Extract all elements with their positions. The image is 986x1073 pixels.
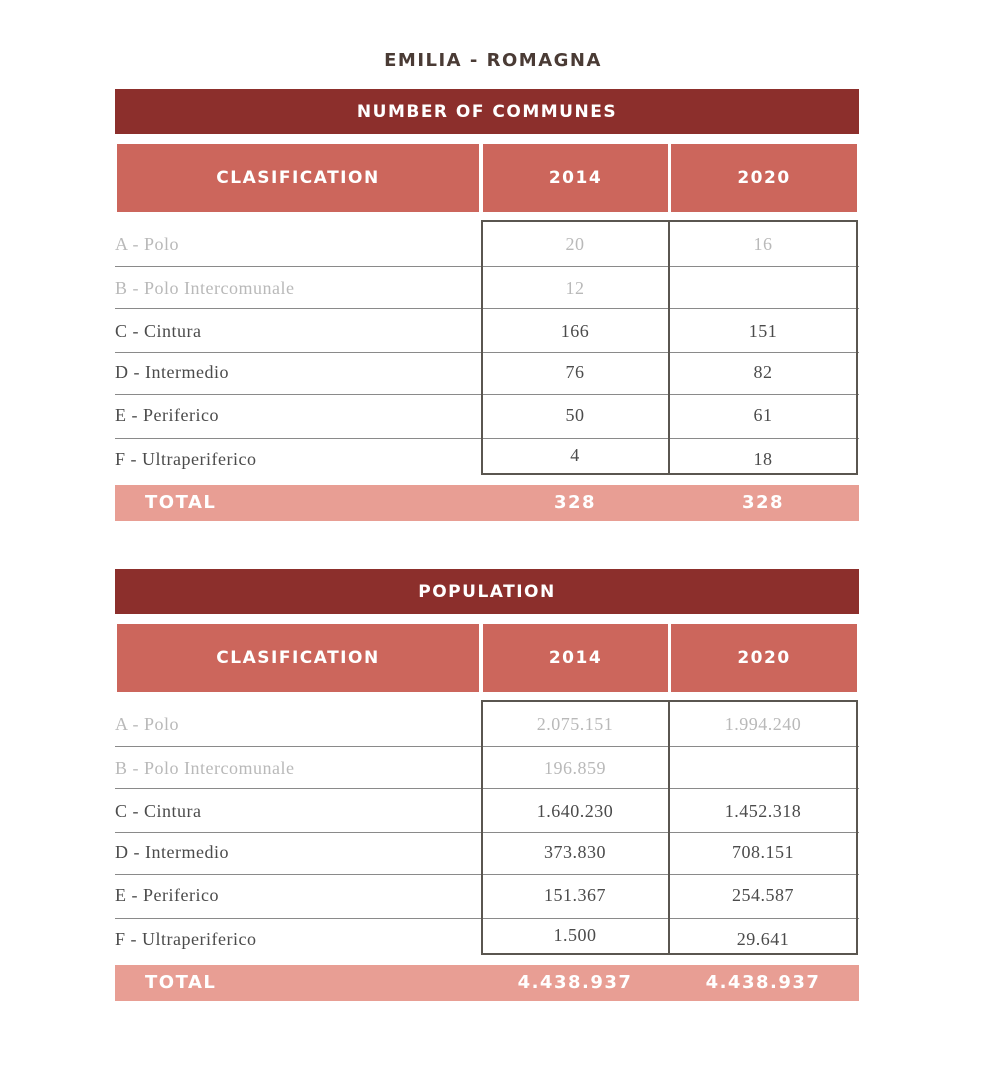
communes-total-row: [115, 485, 859, 521]
row-label: C - Cintura: [115, 321, 202, 341]
communes-header-2014: 2014: [483, 144, 668, 212]
value-2020: 61: [753, 405, 773, 425]
row-label: E - Periferico: [115, 405, 219, 425]
population-total-row: [115, 965, 859, 1001]
value-2014: 1.500: [553, 925, 597, 945]
row-label: A - Polo: [115, 714, 180, 734]
row-label: E - Periferico: [115, 885, 219, 905]
value-2014: 373.830: [544, 842, 606, 862]
value-2014: 196.859: [544, 758, 606, 778]
communes-header-classification: CLASIFICATION: [117, 144, 479, 212]
communes-header-2020: 2020: [671, 144, 857, 212]
total-2014: 4.438.937: [517, 972, 633, 993]
total-label: TOTAL: [145, 972, 217, 993]
value-2020: 29.641: [736, 929, 790, 949]
region-title: EMILIA - ROMAGNA: [384, 50, 602, 71]
population-header-2020: 2020: [671, 624, 857, 692]
column-divider: [668, 700, 670, 955]
row-label: D - Intermedio: [115, 842, 229, 862]
population-title: POPULATION: [115, 569, 859, 614]
value-2014: 76: [565, 362, 585, 382]
population-table: [115, 569, 859, 1004]
population-header-2014: 2014: [483, 624, 668, 692]
total-label: TOTAL: [145, 492, 217, 513]
value-2014: 1.640.230: [536, 801, 614, 821]
value-2014: 20: [565, 234, 585, 254]
value-2014: 4: [570, 445, 580, 465]
row-label: A - Polo: [115, 234, 180, 254]
value-2020: 1.452.318: [724, 801, 802, 821]
value-2020: 1.994.240: [724, 714, 802, 734]
total-2020: 328: [741, 492, 785, 513]
row-label: D - Intermedio: [115, 362, 229, 382]
value-2014: 166: [560, 321, 590, 341]
value-2014: 2.075.151: [536, 714, 614, 734]
row-label: F - Ultraperiferico: [115, 449, 257, 469]
value-2020: 16: [753, 234, 773, 254]
value-2014: 12: [565, 278, 585, 298]
value-2014: 50: [565, 405, 585, 425]
communes-table: [115, 89, 859, 524]
total-2014: 328: [553, 492, 597, 513]
column-divider: [668, 220, 670, 475]
row-label: C - Cintura: [115, 801, 202, 821]
value-2020: 18: [753, 449, 773, 469]
value-2020: 151: [748, 321, 778, 341]
value-2020: 82: [753, 362, 773, 382]
population-header-classification: CLASIFICATION: [117, 624, 479, 692]
value-2020: 254.587: [732, 885, 794, 905]
communes-title: NUMBER OF COMMUNES: [115, 89, 859, 134]
row-label: B - Polo Intercomunale: [115, 758, 295, 778]
value-2020: 708.151: [732, 842, 794, 862]
row-label: F - Ultraperiferico: [115, 929, 257, 949]
total-2020: 4.438.937: [705, 972, 821, 993]
row-label: B - Polo Intercomunale: [115, 278, 295, 298]
value-2014: 151.367: [544, 885, 606, 905]
